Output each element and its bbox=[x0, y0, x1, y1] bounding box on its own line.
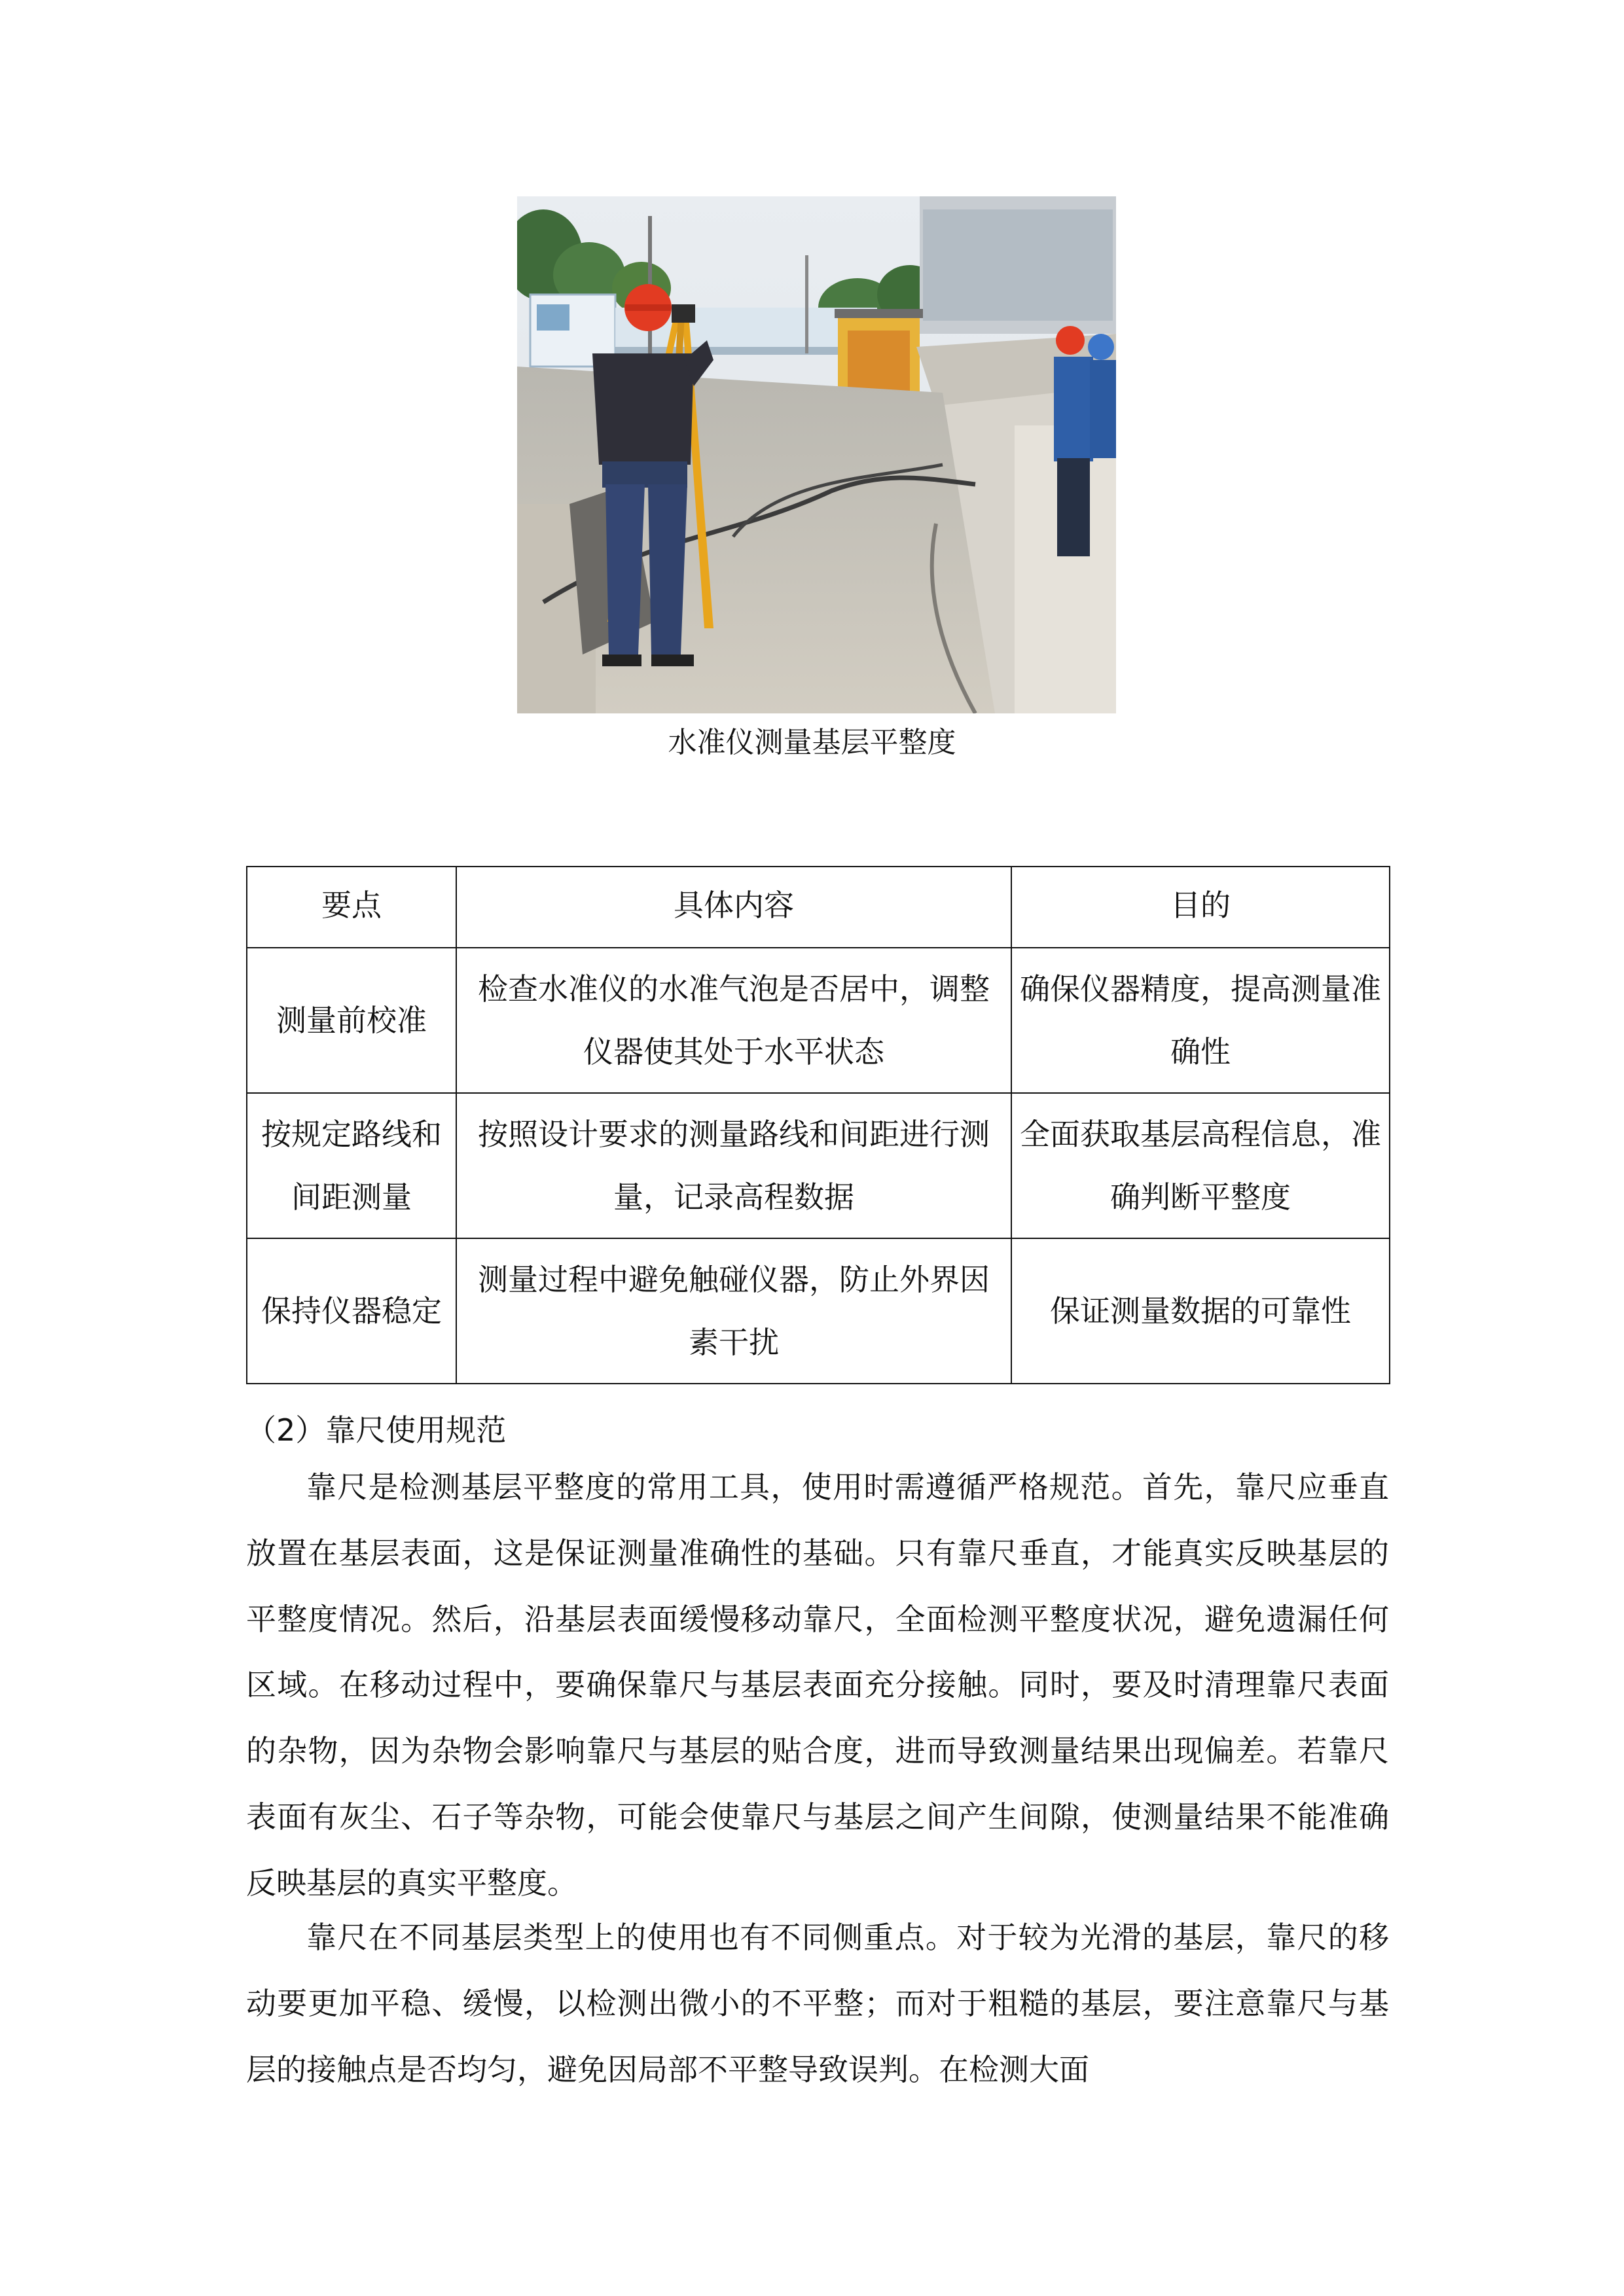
key-points-table bbox=[246, 866, 1390, 1384]
row-point: 按规定路线和间距测量 bbox=[247, 1093, 456, 1238]
table-row bbox=[247, 1093, 1390, 1238]
row-purpose: 确保仪器精度，提高测量准确性 bbox=[1011, 948, 1390, 1093]
photo-caption: 水准仪测量基层平整度 bbox=[668, 726, 956, 759]
table-row bbox=[247, 1238, 1390, 1384]
row-point: 测量前校准 bbox=[247, 948, 456, 1093]
body-paragraph: 靠尺在不同基层类型上的使用也有不同侧重点。对于较为光滑的基层，靠尺的移动要更加平稳、缓慢，以检测出微小的不平整；而对于粗糙的基层，要注意靠尺与基层的接触点是否均匀，避免因局部不平整导致误判。在检测大面 bbox=[246, 1920, 1389, 2087]
section-subheading: （2）靠尺使用规范 bbox=[246, 1412, 507, 1448]
header-content: 具体内容 bbox=[456, 867, 1011, 948]
row-content: 按照设计要求的测量路线和间距进行测量，记录高程数据 bbox=[456, 1093, 1011, 1238]
row-content: 测量过程中避免触碰仪器，防止外界因素干扰 bbox=[456, 1238, 1011, 1384]
table-row bbox=[247, 948, 1390, 1093]
row-purpose: 全面获取基层高程信息，准确判断平整度 bbox=[1011, 1093, 1390, 1238]
row-point: 保持仪器稳定 bbox=[247, 1238, 456, 1384]
row-content: 检查水准仪的水准气泡是否居中，调整仪器使其处于水平状态 bbox=[456, 948, 1011, 1093]
header-purpose: 目的 bbox=[1011, 867, 1390, 948]
header-point: 要点 bbox=[247, 867, 456, 948]
table-header-row bbox=[247, 867, 1390, 948]
surveying-photo bbox=[517, 196, 1116, 713]
body-paragraph: 靠尺是检测基层平整度的常用工具，使用时需遵循严格规范。首先，靠尺应垂直放置在基层表面，这是保证测量准确性的基础。只有靠尺垂直，才能真实反映基层的平整度情况。然后，沿基层表面缓慢移动靠尺，全面检测平整度状况，避免遗漏任何区域。在移动过程中，要确保靠尺与基层表面充分接触。同时，要及时清理靠尺表面的杂物，因为杂物会影响靠尺与基层的贴合度，进而导致测量结果出现偏差。若靠尺表面有灰尘、石子等杂物，可能会使靠尺与基层之间产生间隙，使测量结果不能准确反映基层的真实平整度。 bbox=[246, 1469, 1389, 1901]
row-purpose: 保证测量数据的可靠性 bbox=[1011, 1238, 1390, 1384]
